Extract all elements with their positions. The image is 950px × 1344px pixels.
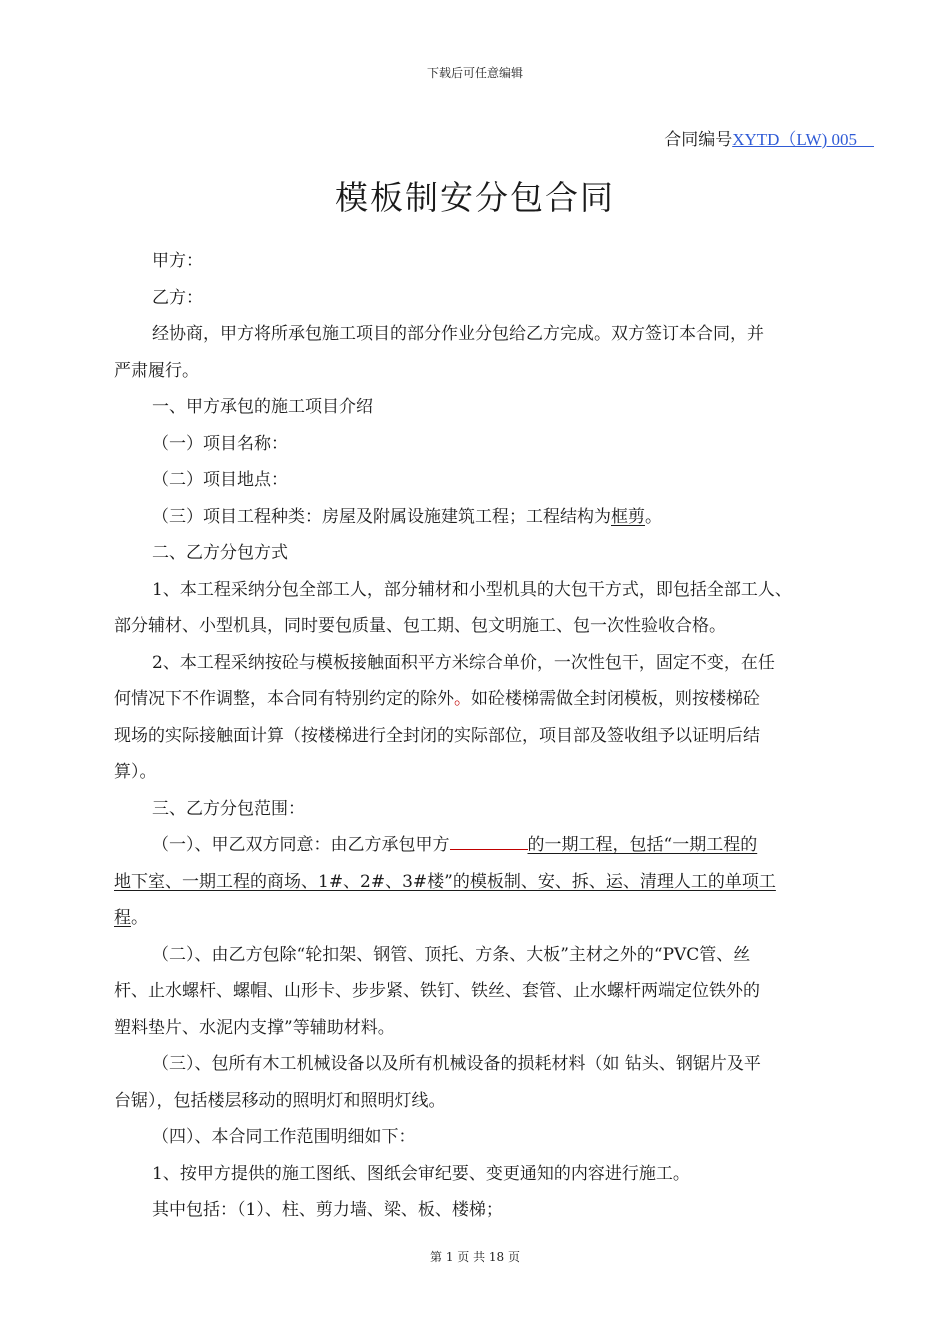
header-note: 下载后可任意编辑 <box>426 66 523 80</box>
section1-item-location: （二）项目地点： <box>152 470 288 490</box>
section1-item-type <box>114 499 856 536</box>
section2-p2-line4: 算）。 <box>114 762 157 782</box>
document-body <box>114 243 856 1229</box>
section3-s2-line3: 塑料垫片、水泥内支撑”等辅助材料。 <box>114 1017 395 1038</box>
intro-line-1: 经协商，甲方将所承包施工项目的部分作业分包给乙方完成。双方签订本合同，并 <box>152 324 764 344</box>
section2-p2-line2 <box>114 681 856 718</box>
section2-p1-line1: 1、本工程采纳分包全部工人，部分辅材和小型机具的大包干方式，即包括全部工人、 <box>152 579 792 600</box>
document-title: 模板制安分包合同 <box>335 178 615 217</box>
structure-type: 框剪 <box>611 506 645 527</box>
section2-p2-line2-a: 何情况下不作调整，本合同有特别约定的除外 <box>114 689 454 709</box>
section2-p1-line2: 部分辅材、小型机具，同时要包质量、包工期、包文明施工、包一次性验收合格。 <box>114 616 726 636</box>
blank-fill-line <box>450 835 528 850</box>
page-footer: 第 1 页 共 18 页 <box>430 1250 520 1264</box>
section3-s3-line2: 台锯），包括楼层移动的照明灯和照明灯线。 <box>114 1090 446 1111</box>
contract-number <box>664 125 874 150</box>
section3-s4: （四）、本合同工作范围明细如下： <box>152 1127 416 1147</box>
section2-p2-line2-dot: 。 <box>454 689 471 709</box>
section3-s1-prefix: （一）、甲乙双方同意：由乙方承包甲方 <box>152 835 450 855</box>
section2-p2-line3: 现场的实际接触面计算（按楼梯进行全封闭的实际部位，项目部及签收组予以证明后结 <box>114 725 760 746</box>
contract-number-label: 合同编号 <box>664 130 733 150</box>
section3-s1-line3 <box>114 900 856 937</box>
section1-heading: 一、甲方承包的施工项目介绍 <box>152 397 373 417</box>
section3-s2-line1: （二）、由乙方包除“轮扣架、钢管、顶托、方条、大板”主材之外的“PVC管、丝 <box>152 944 751 965</box>
intro-line-2: 严肃履行。 <box>114 360 199 381</box>
section1-item-type-suffix: 。 <box>645 506 662 527</box>
section3-s4-item1: 1、按甲方提供的施工图纸、图纸会审纪要、变更通知的内容进行施工。 <box>152 1163 690 1184</box>
section2-heading: 二、乙方分包方式 <box>152 543 288 563</box>
section3-s1-after-blank: 的一期工程，包括“一期工程的 <box>527 835 758 855</box>
contract-number-code: XYTD（LW) 005 <box>732 130 874 149</box>
section3-s4-item2: 其中包括：（1）、柱、剪力墙、梁、板、楼梯； <box>152 1200 503 1220</box>
section2-p2-line1: 2、本工程采纳按砼与模板接触面积平方米综合单价，一次性包干，固定不变，在任 <box>152 652 775 673</box>
party-b: 乙方： <box>152 287 203 308</box>
section3-heading: 三、乙方分包范围： <box>152 798 305 819</box>
section3-s3-line1: （三）、包所有木工机械设备以及所有机械设备的损耗材料（如 钻头、钢锯片及平 <box>152 1054 761 1074</box>
section2-p2-line2-b: 如砼楼梯需做全封闭模板，则按楼梯砼 <box>471 689 760 709</box>
section3-s1-line3-end: 。 <box>131 908 148 928</box>
section1-item-type-prefix: （三）项目工程种类：房屋及附属设施建筑工程；工程结构为 <box>152 506 611 527</box>
section3-s1-line2: 地下室、一期工程的商场、1#、2#、3#楼”的模板制、安、拆、运、清理人工的单项工 <box>114 871 776 892</box>
section1-item-name: （一）项目名称： <box>152 433 288 454</box>
section3-s1-line1 <box>114 827 856 864</box>
section3-s1-line3-u: 程 <box>114 908 131 928</box>
section3-s2-line2: 杆、止水螺杆、螺帽、山形卡、步步紧、铁钉、铁丝、套管、止水螺杆两端定位铁外的 <box>114 981 760 1001</box>
party-a: 甲方： <box>152 251 203 271</box>
